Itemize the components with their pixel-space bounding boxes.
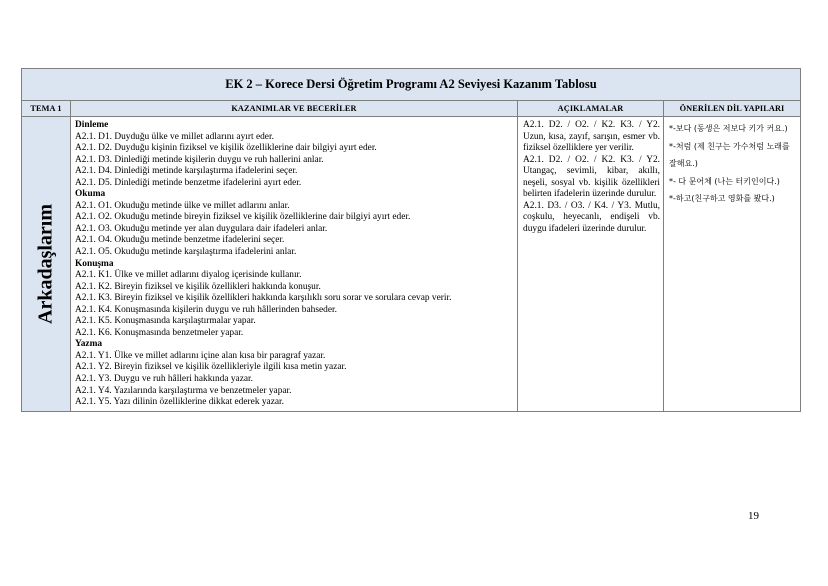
list-item: A2.1. K2. Bireyin fiziksel ve kişilik özellikleri hakkında konuşur.: [75, 281, 321, 292]
aciklama-item: A2.1. D3. / O3. / K4. / Y3. Mutlu, coşkulu, heyecanlı, endişeli vb. duygu ifadeleri üzerinde durulur.: [523, 200, 660, 234]
theme-cell: [22, 117, 71, 412]
aciklama-item: A2.1. D2. / O2. / K2. K3. / Y2. Uzun, kısa, zayıf, sarışın, esmer vb. fiziksel özelliklere yer verilir.: [523, 120, 660, 154]
list-item: A2.1. D2. Duyduğu kişinin fiziksel ve kişilik özelliklerine dair bilgiyi ayırt eder.: [75, 143, 377, 154]
grammar-item: *-처럼 (제 친구는 가수처럼 노래를 잘해요.): [669, 141, 790, 168]
list-item: A2.1. K1. Ülke ve millet adlarını diyalog içerisinde kullanır.: [75, 270, 302, 281]
list-item: A2.1. O2. Okuduğu metinde bireyin fiziksel ve kişilik özelliklerine dair bilgiyi ayırt eder.: [75, 212, 411, 223]
list-item: A2.1. K6. Konuşmasında benzetmeler yapar.: [75, 327, 244, 338]
list-item: A2.1. Y1. Ülke ve millet adlarını içine alan kısa bir paragraf yazar.: [75, 350, 326, 361]
content-row: [22, 117, 801, 412]
grammar-item: *-하고(친구하고 영화를 봤다.): [669, 194, 775, 203]
list-item: A2.1. Y5. Yazı dilinin özelliklerine dikkat ederek yazar.: [75, 397, 284, 408]
list-item: A2.1. Y4. Yazılarında karşılaştırma ve benzetmeler yapar.: [75, 385, 292, 396]
section-title: Dinleme: [75, 120, 109, 130]
list-item: A2.1. D5. Dinlediği metinde benzetme ifadelerini ayırt eder.: [75, 177, 302, 188]
list-item: A2.1. K4. Konuşmasında kişilerin duygu ve ruh hâllerinden bahseder.: [75, 304, 337, 315]
list-item: A2.1. D4. Dinlediği metinde karşılaştırma ifadelerini seçer.: [75, 166, 298, 177]
list-item: A2.1. O3. Okuduğu metinde yer alan duygulara dair ifadeleri anlar.: [75, 223, 328, 234]
list-item: A2.1. K5. Konuşmasında karşılaştırmalar yapar.: [75, 316, 256, 327]
onerilen-cell: [664, 117, 801, 412]
page-number: 19: [748, 510, 759, 522]
list-item: A2.1. D1. Duyduğu ülke ve millet adlarını ayırt eder.: [75, 131, 274, 142]
list-item: A2.1. K3. Bireyin fiziksel ve kişilik özellikleri hakkında karşılıklı soru sorar ve sorulara cevap verir.: [75, 293, 452, 304]
grammar-item: *- 다 문어체 (나는 터키인이다.): [669, 176, 780, 186]
header-row: [22, 101, 801, 117]
header-aciklamalar: AÇIKLAMALAR: [518, 101, 664, 117]
section-title: Konuşma: [75, 258, 114, 269]
list-item: A2.1. Y3. Duygu ve ruh hâlleri hakkında yazar.: [75, 374, 253, 385]
section-title: Okuma: [75, 189, 106, 200]
table-title: EK 2 – Korece Dersi Öğretim Programı A2 Seviyesi Kazanım Tablosu: [22, 69, 801, 101]
list-item: A2.1. Y2. Bireyin fiziksel ve kişilik özellikleriyle ilgili kısa metin yazar.: [75, 362, 347, 373]
aciklama-item: A2.1. D2. / O2. / K2. K3. / Y2. Utangaç, sevimli, kibar, akıllı, neşeli, sosyal vb. kişilik özellikleri belirten ifadelerin üzerinde durulur.: [523, 154, 660, 200]
list-item: A2.1. D3. Dinlediği metinde kişilerin duygu ve ruh hallerini anlar.: [75, 154, 324, 165]
header-onerilen: ÖNERİLEN DİL YAPILARI: [664, 101, 801, 117]
kazanimlar-cell: [71, 117, 518, 412]
theme-label: Arkadaşlarım: [34, 203, 57, 324]
header-tema: TEMA 1: [22, 101, 71, 117]
grammar-item: *-보다 (동생은 저보다 키가 커요.): [669, 124, 788, 133]
list-item: A2.1. O5. Okuduğu metinde karşılaştırma ifadelerini anlar.: [75, 247, 297, 258]
header-kazanimlar: KAZANIMLAR VE BECERİLER: [71, 101, 518, 117]
section-title: Yazma: [75, 339, 103, 350]
aciklamalar-cell: [518, 117, 664, 412]
achievement-table: [21, 68, 801, 412]
list-item: A2.1. O4. Okuduğu metinde benzetme ifadelerini seçer.: [75, 235, 285, 246]
list-item: A2.1. O1. Okuduğu metinde ülke ve millet adlarını anlar.: [75, 200, 290, 211]
